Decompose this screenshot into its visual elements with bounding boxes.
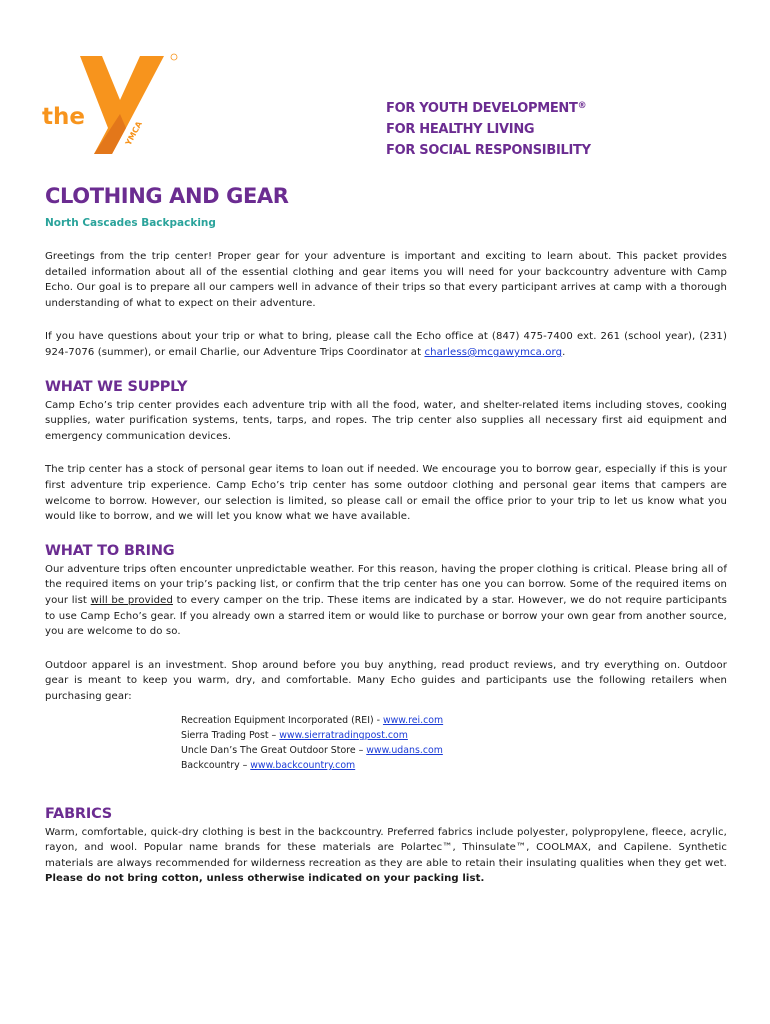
coordinator-email-link[interactable]: charless@mcgawymca.org [424,346,563,358]
intro-paragraph: Greetings from the trip center! Proper gear for your adventure is important and exciting to learn about. This packet provides detailed information about all of the essential clothing and gear items you will need for your backcountry adventure with Camp Echo. Our goal is to prepare all our campers well in advance of their trips so that every participant arrives at camp with a thorough understanding of what to expect on their adventure. [45,251,727,309]
logo-ymca-text: YMCA [123,119,144,147]
section-heading-bring: WHAT TO BRING [45,542,175,559]
retailer-link-udans[interactable]: www.udans.com [366,745,443,757]
retailer-link-backcountry[interactable]: www.backcountry.com [250,759,356,771]
retailer-item: Sierra Trading Post – www.sierratradingpost.com [181,730,408,742]
ymca-logo [42,50,192,162]
page-subtitle: North Cascades Backpacking [45,217,216,229]
tagline [386,98,591,161]
cotton-warning: Please do not bring cotton, unless otherwise indicated on your packing list. [45,873,485,885]
section-heading-supply: WHAT WE SUPPLY [45,378,188,395]
retailer-item: Backcountry – www.backcountry.com [181,759,356,771]
fabrics-paragraph: Warm, comfortable, quick-dry clothing is best in the backcountry. Preferred fabrics include polyester, polypropylene, fleece, acrylic, rayon, and wool. Popular name brands for these materials are Polartec™, Thinsulate™, COOLMAX, and Capilene. Synthetic materials are always recommended for wilderness recreation as they are able to retain their insulating qualities when they get wet. Please do not bring cotton, unless otherwise indicated on your packing list. [45,826,727,885]
retailer-list [181,714,727,773]
bring-paragraph-2: Outdoor apparel is an investment. Shop around before you buy anything, read product reviews, and try everything on. Outdoor gear is meant to keep you warm, dry, and comfortable. Many Echo guides and participants use the following retailers when purchasing gear: [45,659,727,702]
retailer-item: Uncle Dan’s The Great Outdoor Store – www.udans.com [181,745,443,757]
supply-paragraph-1: Camp Echo’s trip center provides each adventure trip with all the food, water, and shelter-related items including stoves, cooking supplies, water purification systems, tents, tarps, and ropes. The trip center also supplies all necessary first aid equipment and emergency communication devices. [45,399,727,442]
supply-paragraph-2: The trip center has a stock of personal gear items to loan out if needed. We encourage you to borrow gear, especially if this is your first adventure trip experience. Camp Echo’s trip center has some outdoor clothing and personal gear items that campers are welcome to borrow. However, our selection is limited, so please call or email the office prior to your trip to let us know what you would like to borrow, and we will let you know what we have available. [45,464,727,523]
will-be-provided-text: will be provided [90,594,173,606]
tagline-line: FOR HEALTHY LIVING [386,122,535,137]
page-title: CLOTHING AND GEAR [45,184,289,208]
document-body [45,184,727,905]
contact-paragraph: If you have questions about your trip or what to bring, please call the Echo office at (847) 475-7400 ext. 261 (school year), (231) 924-7076 (summer), or email Charlie, our Adventure Trips Coordinator at charless@mcgawymca.org. [45,331,727,358]
tagline-line: FOR SOCIAL RESPONSIBILITY [386,143,591,158]
tagline-line: FOR YOUTH DEVELOPMENT® [386,101,587,116]
bring-paragraph-1: Our adventure trips often encounter unpredictable weather. For this reason, having the proper clothing is critical. Please bring all of the required items on your trip’s packing list, or confirm that the trip center has one you can borrow. Some of the required items on your list will be provided to every camper on the trip. These items are indicated by a star. However, we do not require participants to use Camp Echo’s gear. If you already own a starred item or would like to purchase or borrow your own gear from another source, you are welcome to do so. [45,563,727,638]
retailer-item: Recreation Equipment Incorporated (REI) - www.rei.com [181,715,444,727]
section-heading-fabrics: FABRICS [45,805,113,822]
registered-mark: ® [577,101,587,111]
retailer-link-sierra[interactable]: www.sierratradingpost.com [279,730,408,742]
logo-the-text: the [42,104,85,130]
ymca-y-icon [42,50,192,162]
retailer-link-rei[interactable]: www.rei.com [382,715,444,727]
